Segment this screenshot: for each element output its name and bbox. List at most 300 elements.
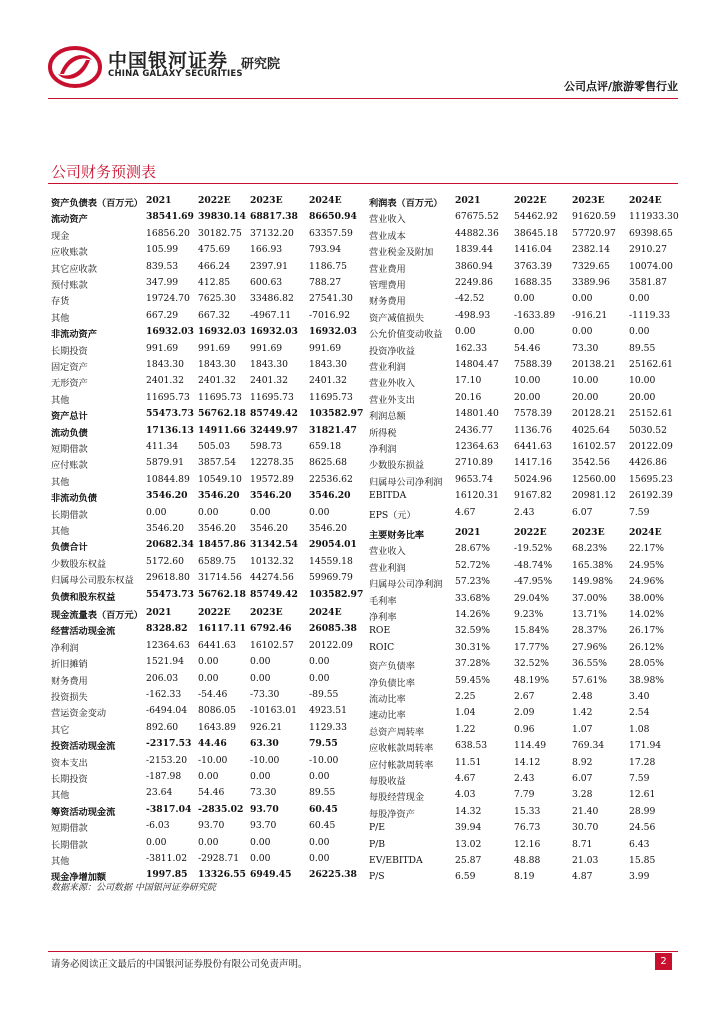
table-cell: 991.69: [250, 342, 283, 354]
table-cell: -10163.01: [250, 705, 297, 717]
table-cell: 9653.74: [455, 473, 493, 485]
table-cell: 1843.30: [198, 359, 236, 370]
table-cell: 37.00%: [572, 592, 608, 604]
table-cell: 12278.35: [250, 457, 294, 469]
table-cell: 15695.23: [629, 473, 673, 485]
table-cell: 0.00: [309, 656, 330, 668]
table-cell: 26.12%: [629, 641, 665, 653]
row-label: 资本支出: [51, 757, 88, 769]
table-cell: 1997.85: [146, 869, 188, 881]
header-divider: [48, 98, 678, 99]
table-cell: -6494.04: [146, 705, 188, 717]
table-cell: 111933.30: [629, 211, 679, 223]
table-cell: 0.00: [198, 672, 219, 684]
row-label: 投资损失: [51, 692, 88, 703]
table-cell: 54.46: [198, 787, 225, 799]
row-label: 利润表（百万元）: [369, 198, 443, 209]
report-type: 公司点评/旅游零售行业: [563, 80, 678, 93]
table-cell: 57.23%: [455, 576, 491, 588]
row-label: 负债和股东权益: [51, 591, 116, 603]
table-cell: -6.03: [146, 820, 170, 832]
table-cell: 0.00: [250, 656, 271, 668]
table-cell: 1.04: [455, 707, 476, 719]
table-cell: 103582.97: [309, 588, 364, 600]
table-cell: 20128.21: [572, 408, 616, 420]
table-cell: 16932.03: [309, 326, 357, 338]
table-cell: 105.99: [146, 244, 179, 256]
table-cell: 166.93: [250, 244, 283, 256]
table-cell: 667.32: [198, 309, 231, 321]
table-cell: 17.28: [629, 756, 656, 768]
row-label: 总资产周转率: [369, 726, 425, 738]
table-cell: 0.00: [572, 293, 593, 305]
table-cell: 2022E: [198, 607, 231, 618]
table-cell: 2021: [146, 607, 172, 618]
row-label: 公允价值变动收益: [369, 329, 443, 341]
table-cell: 16932.03: [198, 326, 246, 338]
row-label: 流动比率: [369, 694, 406, 705]
table-cell: 38.98%: [629, 674, 665, 686]
brand-institute: 研究院: [241, 57, 281, 72]
table-cell: 24.56: [629, 822, 656, 834]
table-cell: 16932.03: [250, 326, 298, 338]
table-cell: 2.67: [514, 691, 535, 702]
table-cell: 2401.32: [198, 375, 236, 387]
table-cell: 89.55: [309, 787, 336, 799]
row-label: 净负债比率: [369, 677, 415, 689]
table-cell: 12364.63: [455, 441, 499, 452]
table-cell: 991.69: [309, 342, 342, 354]
table-cell: 55473.73: [146, 588, 194, 600]
table-cell: 6.07: [572, 506, 593, 518]
table-cell: 31821.47: [309, 424, 357, 436]
table-cell: -19.52%: [514, 543, 553, 555]
table-cell: 26192.39: [629, 490, 673, 502]
table-cell: 0.00: [250, 853, 271, 864]
row-label: 少数股东权益: [51, 558, 107, 570]
table-cell: 2.09: [514, 707, 535, 719]
table-cell: 6.07: [572, 773, 593, 784]
table-cell: 206.03: [146, 672, 179, 684]
table-cell: 0.00: [198, 506, 219, 518]
table-cell: 1843.30: [146, 359, 184, 370]
table-cell: 0.00: [250, 672, 271, 684]
table-cell: 15.85: [629, 855, 656, 866]
table-cell: 28.05%: [629, 658, 665, 670]
table-cell: 16117.11: [198, 623, 246, 635]
table-cell: 15.84%: [514, 625, 550, 637]
row-label: 应付帐款周转率: [369, 759, 434, 771]
row-label: 投资活动现金流: [51, 741, 116, 753]
table-cell: 25162.61: [629, 359, 673, 370]
table-cell: 25152.61: [629, 408, 673, 420]
table-cell: 14.26%: [455, 609, 491, 620]
table-cell: 20.00: [572, 391, 599, 403]
brand-name: 中国银河证券: [108, 50, 229, 72]
row-label: 现金: [51, 230, 70, 242]
table-cell: 7329.65: [572, 260, 610, 272]
table-cell: 16932.03: [146, 326, 194, 338]
table-cell: 3546.20: [146, 490, 188, 502]
row-label: 其他: [51, 476, 70, 488]
table-cell: 24.95%: [629, 559, 665, 571]
table-cell: 0.00: [198, 771, 219, 782]
row-label: P/S: [369, 871, 385, 883]
table-cell: 23.64: [146, 787, 173, 799]
table-cell: 20122.09: [629, 441, 673, 452]
row-label: 归属母公司净利润: [369, 579, 443, 591]
table-cell: -498.93: [455, 309, 491, 321]
table-cell: 3546.20: [198, 523, 236, 534]
table-cell: 86650.94: [309, 211, 357, 223]
table-cell: 0.00: [572, 326, 593, 338]
table-cell: 3763.39: [514, 260, 552, 272]
table-cell: 0.00: [146, 506, 167, 518]
table-cell: 1.07: [572, 723, 593, 735]
row-label: 资产负债表（百万元）: [51, 198, 143, 209]
brand-english: CHINA GALAXY SECURITIES: [108, 69, 243, 79]
row-label: 其他: [51, 790, 70, 802]
table-cell: 0.00: [629, 326, 650, 338]
row-label: 营业外收入: [369, 378, 415, 390]
row-label: 流动资产: [51, 214, 88, 226]
table-cell: 17136.13: [146, 424, 194, 436]
table-cell: 8625.68: [309, 457, 347, 469]
footer-disclaimer: 请务必阅读正文最后的中国银河证券股份有限公司免责声明。: [51, 959, 308, 970]
row-label: 现金净增加额: [51, 872, 107, 884]
table-cell: 2023E: [250, 195, 283, 206]
table-cell: 3.28: [572, 789, 593, 801]
row-label: 长期借款: [51, 839, 88, 851]
table-cell: 22.17%: [629, 543, 665, 555]
table-cell: 20122.09: [309, 639, 353, 651]
table-cell: 32.59%: [455, 625, 491, 637]
table-cell: 4.67: [455, 773, 476, 784]
table-cell: 0.00: [514, 293, 535, 305]
row-label: 筹资活动现金流: [51, 806, 116, 818]
row-label: 每股净资产: [369, 808, 415, 820]
table-cell: -89.55: [309, 689, 339, 700]
row-label: P/E: [369, 822, 385, 834]
table-cell: 12364.63: [146, 639, 190, 651]
row-label: 预付账款: [51, 280, 88, 291]
row-label: 负债合计: [51, 542, 88, 554]
table-cell: 7.59: [629, 773, 650, 784]
table-cell: 2401.32: [146, 375, 184, 387]
table-cell: 31342.54: [250, 539, 298, 551]
table-cell: 6441.63: [198, 639, 236, 651]
table-cell: 12.16: [514, 838, 541, 850]
table-cell: 466.24: [198, 260, 231, 272]
table-cell: 3546.20: [250, 490, 292, 502]
table-cell: -10.00: [309, 754, 339, 766]
table-cell: 1.42: [572, 707, 593, 719]
table-cell: 22536.62: [309, 473, 353, 485]
table-cell: 8.71: [572, 838, 593, 850]
table-cell: 0.96: [514, 723, 535, 735]
table-cell: 1688.35: [514, 277, 552, 288]
row-label: 归属母公司净利润: [369, 476, 443, 488]
row-label: 其它应收款: [51, 263, 97, 275]
table-cell: -4967.11: [250, 309, 292, 321]
table-cell: 788.27: [309, 277, 342, 288]
table-cell: 13326.55: [198, 869, 246, 881]
table-cell: 14.32: [455, 805, 482, 817]
table-cell: 59969.79: [309, 572, 353, 584]
table-cell: 16856.20: [146, 227, 190, 239]
table-cell: 2910.27: [629, 244, 667, 256]
table-cell: -48.74%: [514, 559, 553, 571]
table-cell: 667.29: [146, 309, 179, 321]
table-cell: 15.33: [514, 805, 541, 817]
table-cell: 1416.04: [514, 244, 552, 256]
table-cell: 347.99: [146, 277, 179, 288]
row-label: 经营活动现金流: [51, 626, 116, 638]
table-cell: 73.30: [572, 342, 599, 354]
table-cell: 411.34: [146, 441, 179, 452]
row-label: 短期借款: [51, 444, 88, 455]
row-label: 存货: [51, 296, 70, 308]
table-cell: 20682.34: [146, 539, 194, 551]
table-cell: 2021: [146, 195, 172, 206]
table-cell: 60.45: [309, 820, 336, 832]
table-cell: 1129.33: [309, 721, 347, 733]
table-cell: -2835.02: [198, 803, 244, 815]
table-cell: 37132.20: [250, 227, 294, 239]
table-cell: 3857.54: [198, 457, 236, 469]
table-cell: -7016.92: [309, 309, 351, 321]
table-cell: 7588.39: [514, 359, 552, 370]
table-cell: 29.04%: [514, 592, 550, 604]
table-cell: 21.40: [572, 805, 599, 817]
table-cell: 11695.73: [309, 391, 353, 403]
table-cell: 19724.70: [146, 293, 190, 305]
table-cell: 54.46: [514, 342, 541, 354]
table-cell: 0.00: [250, 836, 271, 848]
row-label: 营业收入: [369, 546, 406, 558]
table-cell: 2.25: [455, 691, 476, 702]
table-cell: 27541.30: [309, 293, 353, 305]
table-cell: 8086.05: [198, 705, 236, 717]
table-cell: 2401.32: [309, 375, 347, 387]
table-cell: 2401.32: [250, 375, 288, 387]
row-label: 其他: [51, 856, 70, 867]
table-cell: 8328.82: [146, 623, 188, 635]
row-label: 折旧摊销: [51, 659, 88, 671]
row-label: 其他: [51, 394, 70, 406]
table-cell: 2436.77: [455, 424, 493, 436]
table-cell: 7625.30: [198, 293, 236, 305]
row-label: P/B: [369, 838, 386, 850]
table-cell: 68817.38: [250, 211, 298, 223]
row-label: 应收账款: [51, 247, 88, 259]
table-cell: 0.00: [250, 771, 271, 782]
table-cell: 16102.57: [250, 639, 294, 651]
table-cell: 11695.73: [146, 391, 190, 403]
table-cell: 2024E: [629, 195, 662, 206]
table-cell: 0.00: [198, 656, 219, 668]
table-cell: 991.69: [198, 342, 231, 354]
table-cell: 165.38%: [572, 559, 613, 571]
table-cell: 17.10: [455, 375, 482, 387]
table-cell: 29054.01: [309, 539, 357, 551]
table-cell: 16120.31: [455, 490, 499, 502]
page-header: [48, 38, 678, 98]
table-cell: 600.63: [250, 277, 283, 288]
table-cell: 10.00: [572, 375, 599, 387]
table-cell: 6.59: [455, 871, 476, 883]
table-cell: 2710.89: [455, 457, 493, 469]
row-label: 固定资产: [51, 362, 88, 373]
row-label: 每股经营现金: [369, 792, 425, 804]
row-label: 营业收入: [369, 214, 406, 226]
section-divider: [48, 183, 678, 184]
table-cell: 5024.96: [514, 473, 552, 485]
table-cell: 38645.18: [514, 227, 558, 239]
row-label: 财务费用: [51, 675, 88, 687]
table-cell: 3389.96: [572, 277, 610, 288]
row-label: 营业费用: [369, 263, 406, 275]
table-cell: 91620.59: [572, 211, 616, 223]
row-label: 流动负债: [51, 427, 88, 439]
table-cell: 9167.82: [514, 490, 552, 502]
table-cell: 1843.30: [250, 359, 288, 370]
table-cell: 14801.40: [455, 408, 499, 420]
table-cell: 0.00: [309, 506, 330, 518]
table-cell: 39.94: [455, 822, 482, 834]
row-label: 营业利润: [369, 362, 406, 373]
row-label: 应收帐款周转率: [369, 743, 434, 755]
table-cell: -2317.53: [146, 738, 192, 750]
table-cell: 11.51: [455, 756, 482, 768]
table-cell: 2.43: [514, 773, 535, 784]
table-cell: -47.95%: [514, 576, 553, 588]
table-cell: 3546.20: [250, 523, 288, 534]
row-label: ROIC: [369, 641, 395, 653]
table-cell: 0.00: [198, 836, 219, 848]
footer-divider: [48, 951, 678, 952]
table-cell: 44.46: [198, 738, 227, 750]
table-cell: 63357.59: [309, 227, 353, 239]
table-cell: 20138.21: [572, 359, 616, 370]
table-cell: 162.33: [455, 342, 488, 354]
table-cell: 89.55: [629, 342, 656, 354]
table-cell: 2.43: [514, 506, 535, 518]
table-cell: 505.03: [198, 441, 231, 452]
row-label: 长期投资: [51, 345, 88, 357]
table-cell: 26085.38: [309, 623, 357, 635]
row-label: 净利率: [369, 612, 397, 623]
table-cell: 39830.14: [198, 211, 246, 223]
row-label: 营业成本: [369, 230, 406, 242]
table-cell: -1119.33: [629, 309, 671, 321]
row-label: 速动比率: [369, 710, 406, 722]
table-cell: 2249.86: [455, 277, 493, 288]
data-source-note: 数据来源：公司数据 中国银河证券研究院: [51, 883, 216, 893]
row-label: 利润总额: [369, 411, 406, 423]
table-cell: 10549.10: [198, 473, 242, 485]
table-cell: 85749.42: [250, 588, 298, 600]
table-cell: 28.99: [629, 805, 656, 817]
table-cell: 2382.14: [572, 244, 610, 256]
table-cell: 638.53: [455, 740, 488, 752]
row-label: 归属母公司股东权益: [51, 575, 134, 587]
table-cell: 17.77%: [514, 641, 550, 653]
table-cell: 10132.32: [250, 555, 294, 567]
table-cell: 6.43: [629, 838, 650, 850]
table-cell: 60.45: [309, 803, 338, 815]
table-cell: 11695.73: [198, 391, 242, 403]
table-cell: 48.19%: [514, 674, 550, 686]
table-cell: 44274.56: [250, 572, 294, 584]
row-label: 长期投资: [51, 774, 88, 785]
table-cell: 29618.80: [146, 572, 190, 584]
table-cell: 2021: [455, 527, 481, 538]
section-title: 公司财务预测表: [51, 163, 157, 181]
row-label: 资产总计: [51, 411, 88, 423]
table-cell: 2023E: [572, 527, 605, 538]
table-cell: 79.55: [309, 738, 338, 750]
table-cell: -3811.02: [146, 853, 188, 864]
table-cell: -10.00: [198, 754, 228, 766]
table-cell: 1136.76: [514, 424, 552, 436]
table-cell: 3.99: [629, 871, 650, 883]
table-cell: 14804.47: [455, 359, 499, 370]
table-cell: 59.45%: [455, 674, 491, 686]
table-cell: 9.23%: [514, 609, 544, 620]
row-label: 所得税: [369, 427, 397, 439]
row-label: 营业利润: [369, 562, 406, 574]
table-cell: 7.59: [629, 506, 650, 518]
table-cell: 10844.89: [146, 473, 190, 485]
table-cell: 5030.52: [629, 424, 667, 436]
table-cell: 13.02: [455, 838, 482, 850]
table-cell: 30182.75: [198, 227, 242, 239]
table-cell: 5172.60: [146, 555, 184, 567]
table-cell: 6589.75: [198, 555, 236, 567]
table-cell: 20.00: [629, 391, 656, 403]
table-cell: 48.88: [514, 855, 541, 866]
row-label: ROE: [369, 625, 391, 637]
table-cell: 2.48: [572, 691, 593, 702]
table-cell: 0.00: [309, 672, 330, 684]
row-label: 其他: [51, 526, 70, 537]
table-cell: 26.17%: [629, 625, 665, 637]
table-cell: 3546.20: [146, 523, 184, 534]
table-cell: 67675.52: [455, 211, 499, 223]
row-label: 财务费用: [369, 296, 406, 308]
table-cell: 20.16: [455, 391, 482, 403]
table-cell: 33.68%: [455, 592, 491, 604]
table-cell: 4426.86: [629, 457, 667, 469]
row-label: 净利润: [51, 642, 79, 654]
table-cell: 7578.39: [514, 408, 552, 420]
table-cell: 13.71%: [572, 609, 608, 620]
table-cell: 31714.56: [198, 572, 242, 584]
table-cell: 3546.20: [309, 523, 347, 534]
table-cell: 10.00: [629, 375, 656, 387]
table-cell: 24.96%: [629, 576, 665, 588]
row-label: 每股收益: [369, 776, 406, 787]
table-cell: -916.21: [572, 309, 608, 321]
row-label: 营业税金及附加: [369, 247, 434, 259]
table-cell: 63.30: [250, 738, 279, 750]
table-cell: 16102.57: [572, 441, 616, 452]
galaxy-logo-icon: [48, 44, 102, 90]
table-cell: 0.00: [514, 326, 535, 338]
table-cell: 85749.42: [250, 408, 298, 420]
table-cell: -10.00: [250, 754, 280, 766]
